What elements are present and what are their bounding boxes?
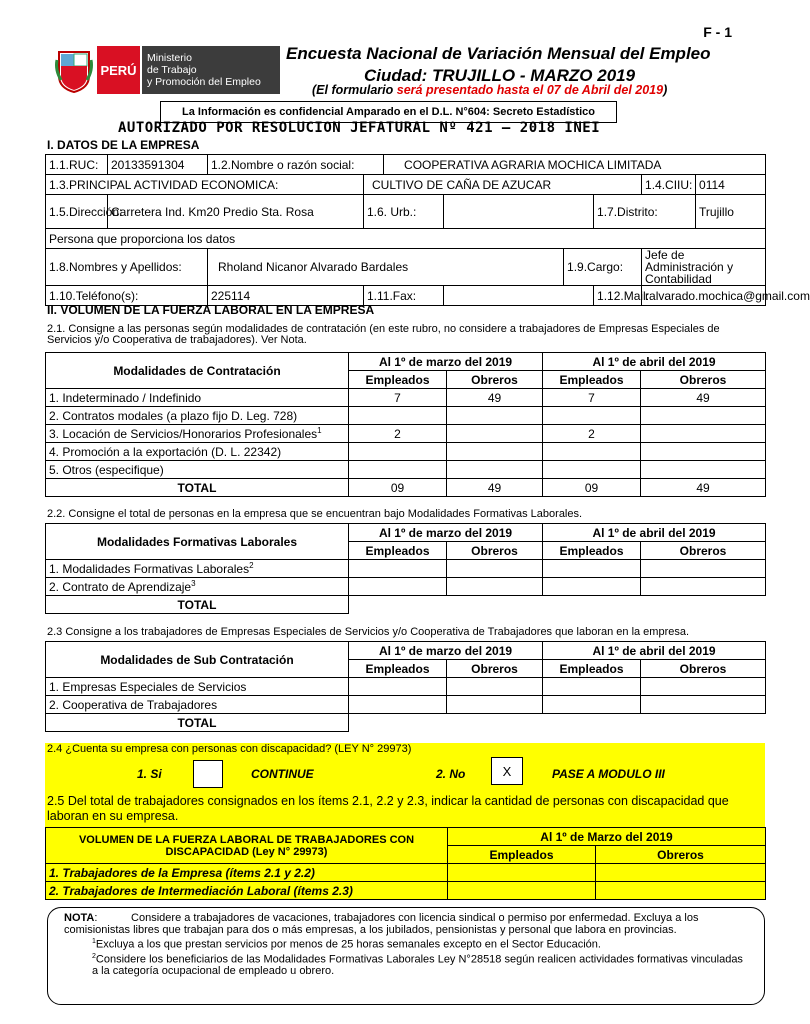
cell-value[interactable] bbox=[641, 578, 766, 596]
cell-value[interactable] bbox=[447, 560, 543, 578]
full-name-label: 1.8.Nombres y Apellidos: bbox=[46, 249, 208, 286]
cell-value[interactable] bbox=[543, 578, 641, 596]
no-option-label: 2. No bbox=[436, 767, 466, 781]
employees-header: Empleados bbox=[349, 542, 447, 560]
cell-value[interactable] bbox=[641, 696, 766, 714]
no-checkbox[interactable]: X bbox=[491, 757, 523, 785]
ministry-line-2: de Trabajo bbox=[147, 64, 197, 76]
total-value[interactable]: 49 bbox=[641, 479, 766, 497]
table-row bbox=[46, 864, 766, 882]
row-label: 2. Cooperativa de Trabajadores bbox=[46, 696, 349, 714]
row-label: 3. Locación de Servicios/Honorarios Profesionales$^1$ bbox=[46, 425, 349, 443]
workers-header: Obreros bbox=[447, 542, 543, 560]
question-2-1: 2.1. Consigne a las personas según modalidades de contratación (en este rubro, no considere a trabajadores de Empresas Especiales de Servicios y/o Cooperativa de trabajadores). Ver Nota. bbox=[47, 323, 720, 346]
yes-option-label: 1. Si bbox=[137, 767, 162, 781]
training-modalities-header: Modalidades Formativas Laborales bbox=[46, 524, 349, 560]
cell-value[interactable] bbox=[641, 461, 766, 479]
total-label: TOTAL bbox=[46, 714, 349, 732]
table-row bbox=[46, 696, 766, 714]
row-label: 2. Trabajadores de Intermediación Laboral (ítems 2.3) bbox=[46, 882, 448, 900]
section-1-title: I. DATOS DE LA EMPRESA bbox=[47, 138, 200, 152]
cell-value[interactable] bbox=[349, 578, 447, 596]
form-code: F - 1 bbox=[703, 24, 732, 40]
cell-value[interactable] bbox=[543, 443, 641, 461]
deadline-close: ) bbox=[663, 83, 668, 97]
employees-header: Empleados bbox=[543, 660, 641, 678]
cell-value[interactable]: 49 bbox=[447, 389, 543, 407]
cell-value[interactable] bbox=[349, 560, 447, 578]
cell-value[interactable] bbox=[448, 864, 596, 882]
cell-value[interactable] bbox=[596, 864, 766, 882]
authorization-line: AUTORIZADO POR RESOLUCION JEFATURAL Nº 421 – 2018 INEI bbox=[118, 120, 601, 136]
cell-value[interactable]: 2 bbox=[349, 425, 447, 443]
table-row bbox=[46, 443, 766, 461]
cell-value[interactable]: 7 bbox=[543, 389, 641, 407]
deadline-prefix: El formulario bbox=[316, 83, 397, 97]
question-2-4: 2.4 ¿Cuenta su empresa con personas con discapacidad? (LEY N° 29973) bbox=[47, 743, 412, 755]
phone-label: 1.10.Teléfono(s): bbox=[46, 286, 208, 306]
ruc-label: 1.1.RUC: bbox=[46, 155, 108, 175]
table-row bbox=[46, 678, 766, 696]
ciiu-value[interactable]: 0114 bbox=[696, 175, 766, 195]
total-row bbox=[46, 714, 766, 732]
total-label: TOTAL bbox=[46, 596, 349, 614]
cell-value[interactable] bbox=[641, 560, 766, 578]
confidentiality-notice: La Información es confidencial Amparado en el D.L. N°604: Secreto Estadístico bbox=[160, 101, 617, 123]
cell-value[interactable] bbox=[543, 678, 641, 696]
fax-label: 1.11.Fax: bbox=[364, 286, 444, 306]
address-label: 1.5.Dirección: bbox=[46, 195, 108, 229]
contract-modalities-header: Modalidades de Contratación bbox=[46, 353, 349, 389]
table-row bbox=[46, 407, 766, 425]
urbanization-value[interactable] bbox=[444, 195, 594, 229]
deadline-open: ( bbox=[312, 83, 317, 97]
cell-value[interactable] bbox=[543, 461, 641, 479]
row-label: 2. Contratos modales (a plazo fijo D. Leg. 728) bbox=[46, 407, 349, 425]
fax-value[interactable] bbox=[444, 286, 594, 306]
row-label: 2. Contrato de Aprendizaje$^3$ bbox=[46, 578, 349, 596]
cell-value[interactable] bbox=[596, 882, 766, 900]
address-value[interactable]: Carretera Ind. Km20 Predio Sta. Rosa bbox=[108, 195, 364, 229]
training-modalities-table bbox=[45, 523, 766, 614]
position-label: 1.9.Cargo: bbox=[564, 249, 642, 286]
total-value[interactable]: 49 bbox=[447, 479, 543, 497]
cell-value[interactable] bbox=[641, 425, 766, 443]
cell-value[interactable] bbox=[447, 678, 543, 696]
survey-city-period: Ciudad: TRUJILLO - MARZO 2019 bbox=[364, 66, 636, 85]
ministry-logo bbox=[55, 46, 280, 94]
district-label: 1.7.Distrito: bbox=[594, 195, 696, 229]
urbanization-label: 1.6. Urb.: bbox=[364, 195, 444, 229]
cell-value[interactable] bbox=[349, 461, 447, 479]
cell-value[interactable] bbox=[543, 560, 641, 578]
ministry-name bbox=[142, 46, 280, 94]
skip-to-module-label: PASE A MODULO III bbox=[552, 767, 665, 781]
cell-value[interactable] bbox=[349, 678, 447, 696]
ciiu-label: 1.4.CIIU: bbox=[642, 175, 696, 195]
activity-label: 1.3.PRINCIPAL ACTIVIDAD ECONOMICA: bbox=[46, 175, 364, 195]
cell-value[interactable] bbox=[641, 678, 766, 696]
business-name-label: 1.2.Nombre o razón social: bbox=[208, 155, 384, 175]
question-2-3: 2.3 Consigne a los trabajadores de Empresas Especiales de Servicios y/o Cooperativa de Trabajadores que laboran en la empresa. bbox=[47, 626, 690, 638]
period-april-header: Al 1º de abril del 2019 bbox=[543, 642, 766, 660]
peru-label: PERÚ bbox=[97, 46, 140, 94]
total-value[interactable]: 09 bbox=[543, 479, 641, 497]
survey-title: Encuesta Nacional de Variación Mensual del Empleo bbox=[286, 44, 711, 63]
disability-header: VOLUMEN DE LA FUERZA LABORAL DE TRABAJADORES CON DISCAPACIDAD (Ley N° 29973) bbox=[46, 828, 448, 864]
cell-value[interactable]: 2 bbox=[543, 425, 641, 443]
cell-value[interactable] bbox=[448, 882, 596, 900]
phone-value[interactable]: 225114 bbox=[208, 286, 364, 306]
note-2: $^2$Considere los beneficiarios de las Modalidades Formativas Laborales Ley N°28518 según realicen actividades formativas vinculadas a la categoría ocupacional de empleado u obrero. bbox=[92, 952, 743, 978]
cell-value[interactable] bbox=[349, 443, 447, 461]
question-2-2: 2.2. Consigne el total de personas en la empresa que se encuentran bajo Modalidades Formativas Laborales. bbox=[47, 508, 583, 520]
row-label: 5. Otros (especifique) bbox=[46, 461, 349, 479]
row-label: 1. Modalidades Formativas Laborales$^2$ bbox=[46, 560, 349, 578]
table-row bbox=[46, 461, 766, 479]
contract-modalities-table bbox=[45, 352, 766, 497]
ministry-line-3: y Promoción del Empleo bbox=[147, 76, 261, 88]
question-2-5: 2.5 Del total de trabajadores consignados en los ítems 2.1, 2.2 y 2.3, indicar la cantidad de personas con discapacidad que laboran en su empresa. bbox=[47, 794, 729, 823]
workers-header: Obreros bbox=[641, 542, 766, 560]
total-row bbox=[46, 596, 766, 614]
period-march-header: Al 1º de marzo del 2019 bbox=[349, 524, 543, 542]
cell-value[interactable] bbox=[447, 425, 543, 443]
table-row bbox=[46, 425, 766, 443]
cell-value[interactable] bbox=[641, 443, 766, 461]
workers-header: Obreros bbox=[641, 660, 766, 678]
note-label: NOTA bbox=[64, 912, 95, 924]
subcontracting-header: Modalidades de Sub Contratación bbox=[46, 642, 349, 678]
table-row bbox=[46, 578, 766, 596]
note-text: Considere a trabajadores de vacaciones, trabajadores con licencia sindical o permiso por enfermedad. Excluya a los comisionistas libres que trabajan para dos o más empresas, a los jubilados, pensionistas y personal que labora en provincias. bbox=[64, 912, 699, 936]
continue-label: CONTINUE bbox=[251, 767, 314, 781]
row-label: 1. Trabajadores de la Empresa (ítems 2.1 y 2.2) bbox=[46, 864, 448, 882]
total-row bbox=[46, 479, 766, 497]
ministry-line-1: Ministerio bbox=[147, 52, 192, 64]
note-1: $^1$Excluya a los que prestan servicios por menos de 25 horas semanales excepto en el Sector Educación. bbox=[92, 938, 601, 951]
table-row bbox=[46, 882, 766, 900]
business-name-value[interactable]: COOPERATIVA AGRARIA MOCHICA LIMITADA bbox=[384, 155, 766, 175]
period-march-header: Al 1º de marzo del 2019 bbox=[349, 642, 543, 660]
section-2-title: II. VOLUMEN DE LA FUERZA LABORAL EN LA EMPRESA bbox=[47, 303, 375, 317]
position-value[interactable]: Jefe de Administración y Contabilidad bbox=[642, 249, 766, 286]
period-march-header: Al 1º de marzo del 2019 bbox=[349, 353, 543, 371]
workers-header: Obreros bbox=[447, 660, 543, 678]
cell-value[interactable] bbox=[543, 696, 641, 714]
period-april-header: Al 1º de abril del 2019 bbox=[543, 353, 766, 371]
cell-value[interactable] bbox=[447, 696, 543, 714]
mail-label: 1.12.Mail: bbox=[594, 286, 642, 306]
cell-value[interactable] bbox=[447, 407, 543, 425]
workers-header: Obreros bbox=[596, 846, 766, 864]
workers-header: Obreros bbox=[447, 371, 543, 389]
full-name-value[interactable]: Rholand Nicanor Alvarado Bardales bbox=[208, 249, 564, 286]
district-value[interactable]: Trujillo bbox=[696, 195, 766, 229]
mail-value[interactable]: ralvarado.mochica@gmail.com bbox=[642, 286, 766, 306]
period-april-header: Al 1º de abril del 2019 bbox=[543, 524, 766, 542]
cell-value[interactable] bbox=[447, 443, 543, 461]
disability-table bbox=[45, 827, 766, 900]
note-main: NOTA: Considere a trabajadores de vacaciones, trabajadores con licencia sindical o permiso por enfermedad. Excluya a los comisionistas libres que trabajan para dos o más empresas, a los jubilados, pensionistas y personal que labora en provincias. bbox=[64, 912, 699, 936]
cell-value[interactable] bbox=[641, 407, 766, 425]
cell-value[interactable] bbox=[447, 461, 543, 479]
employees-header: Empleados bbox=[349, 371, 447, 389]
employees-header: Empleados bbox=[543, 371, 641, 389]
row-label: 4. Promoción a la exportación (D. L. 22342) bbox=[46, 443, 349, 461]
activity-value[interactable]: CULTIVO DE CAÑA DE AZUCAR bbox=[364, 175, 642, 195]
company-data-table bbox=[45, 154, 810, 306]
cell-value[interactable] bbox=[543, 407, 641, 425]
employees-header: Empleados bbox=[543, 542, 641, 560]
cell-value[interactable] bbox=[447, 578, 543, 596]
yes-checkbox[interactable] bbox=[193, 760, 223, 788]
ruc-value[interactable]: 20133591304 bbox=[108, 155, 208, 175]
employees-header: Empleados bbox=[448, 846, 596, 864]
subcontracting-table bbox=[45, 641, 766, 732]
cell-value[interactable]: 7 bbox=[349, 389, 447, 407]
deadline-date: será presentado hasta el 07 de Abril del 2019 bbox=[396, 83, 664, 97]
table-row bbox=[46, 389, 766, 407]
row-label: 1. Indeterminado / Indefinido bbox=[46, 389, 349, 407]
employees-header: Empleados bbox=[349, 660, 447, 678]
cell-value[interactable] bbox=[349, 696, 447, 714]
note-box bbox=[47, 907, 765, 1005]
cell-value[interactable]: 49 bbox=[641, 389, 766, 407]
coat-of-arms-icon bbox=[55, 46, 93, 94]
total-label: TOTAL bbox=[46, 479, 349, 497]
total-value[interactable]: 09 bbox=[349, 479, 447, 497]
deadline-note bbox=[312, 83, 667, 97]
row-label: 1. Empresas Especiales de Servicios bbox=[46, 678, 349, 696]
cell-value[interactable] bbox=[349, 407, 447, 425]
workers-header: Obreros bbox=[641, 371, 766, 389]
table-row bbox=[46, 560, 766, 578]
period-march-header: Al 1º de Marzo del 2019 bbox=[448, 828, 766, 846]
informant-header: Persona que proporciona los datos bbox=[46, 229, 766, 249]
